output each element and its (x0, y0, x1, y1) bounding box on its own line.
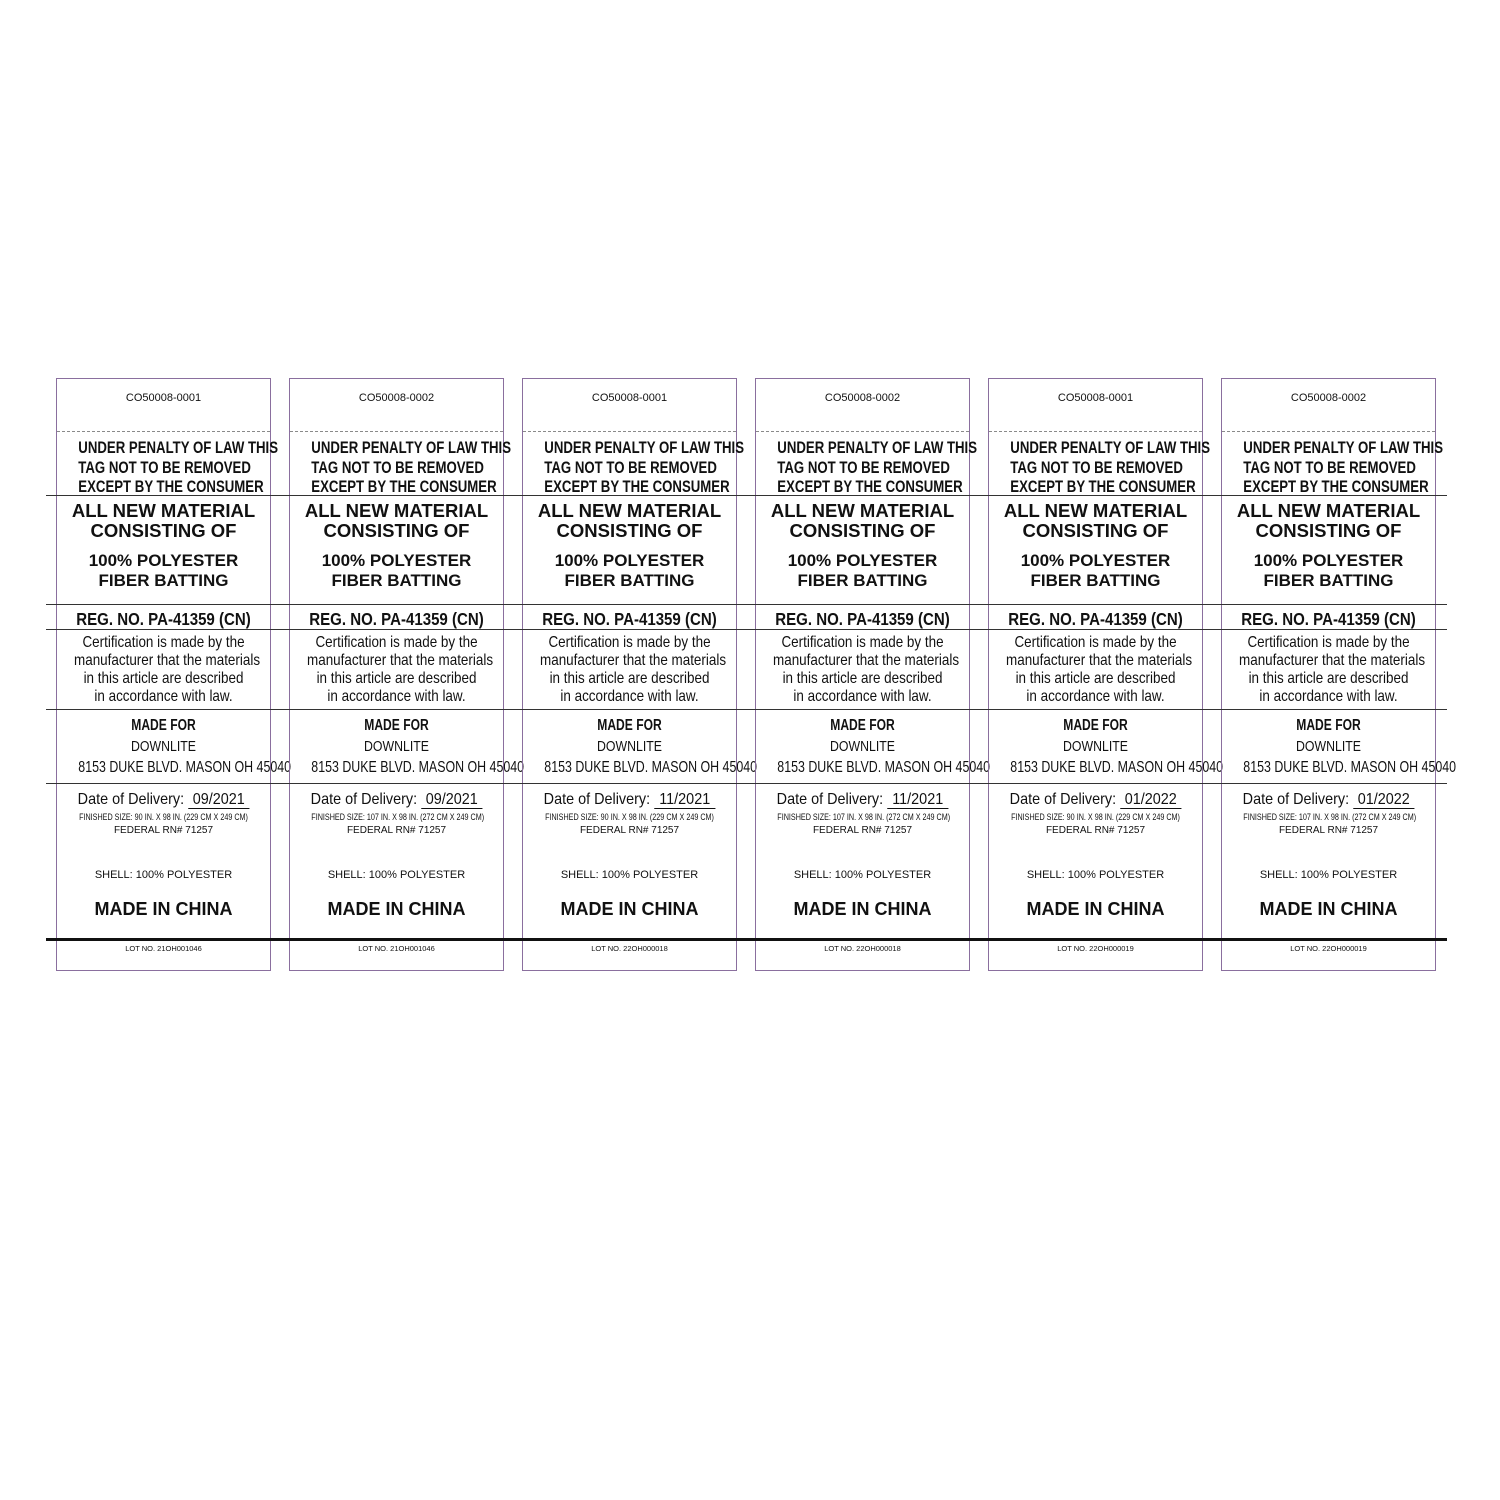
shell-content: SHELL: 100% POLYESTER (1026, 869, 1165, 881)
date-of-delivery: Date of Delivery: 11/2021 (534, 792, 726, 809)
shell-content: SHELL: 100% POLYESTER (1259, 869, 1398, 881)
delivery-date: 11/2021 (654, 792, 715, 809)
fiber-content: 100% POLYESTER FIBER BATTING (787, 551, 938, 590)
delivery-date: 09/2021 (421, 792, 482, 809)
finished-size: FINISHED SIZE: 90 IN. X 98 IN. (229 CM X 249 CM) (79, 812, 248, 822)
federal-rn: FEDERAL RN# 71257 (346, 825, 447, 836)
finished-size: FINISHED SIZE: 107 IN. X 98 IN. (272 CM X 249 CM) (311, 812, 485, 822)
registration-number: REG. NO. PA-41359 (CN) (542, 609, 717, 629)
registration-number: REG. NO. PA-41359 (CN) (76, 609, 251, 629)
lot-number: LOT NO. 22OH000018 (591, 944, 668, 953)
certification-text: Certification is made by the manufacturer that the materials in this article are described in accordance with law. (74, 634, 261, 705)
fiber-content: 100% POLYESTER FIBER BATTING (554, 551, 705, 590)
date-of-delivery: Date of Delivery: 11/2021 (767, 792, 959, 809)
penalty-warning: UNDER PENALTY OF LAW THIS TAG NOT TO BE REMOVED EXCEPT BY THE CONSUMER (1010, 439, 1211, 496)
registration-number: REG. NO. PA-41359 (CN) (775, 609, 950, 629)
lot-number: LOT NO. 21OH001046 (358, 944, 435, 953)
fiber-content: 100% POLYESTER FIBER BATTING (88, 551, 239, 590)
divider-line (46, 495, 1447, 496)
law-tag (56, 378, 292, 971)
tag-code: CO50008-0002 (1290, 392, 1367, 404)
shell-content: SHELL: 100% POLYESTER (327, 869, 466, 881)
tag-code: CO50008-0001 (125, 392, 202, 404)
certification-text: Certification is made by the manufacturer that the materials in this article are described in accordance with law. (1239, 634, 1426, 705)
material-heading: ALL NEW MATERIAL CONSISTING OF (1236, 500, 1421, 541)
registration-number: REG. NO. PA-41359 (CN) (1008, 609, 1183, 629)
company-address: 8153 DUKE BLVD. MASON OH 45040 (78, 759, 292, 776)
made-for-label: MADE FOR (597, 717, 662, 734)
registration-number: REG. NO. PA-41359 (CN) (1241, 609, 1416, 629)
finished-size: FINISHED SIZE: 90 IN. X 98 IN. (229 CM X 249 CM) (1011, 812, 1180, 822)
country-of-origin: MADE IN CHINA (94, 899, 233, 919)
company-name: DOWNLITE (1296, 738, 1361, 755)
company-address: 8153 DUKE BLVD. MASON OH 45040 (1243, 759, 1457, 776)
made-for-label: MADE FOR (1063, 717, 1128, 734)
lot-number: LOT NO. 22OH000019 (1057, 944, 1134, 953)
law-tag (1221, 378, 1457, 971)
date-of-delivery: Date of Delivery: 01/2022 (1233, 792, 1425, 809)
country-of-origin: MADE IN CHINA (1259, 899, 1398, 919)
delivery-date: 09/2021 (188, 792, 249, 809)
tag-code: CO50008-0002 (358, 392, 435, 404)
date-of-delivery: Date of Delivery: 09/2021 (301, 792, 493, 809)
country-of-origin: MADE IN CHINA (327, 899, 466, 919)
delivery-date: 11/2021 (887, 792, 948, 809)
company-address: 8153 DUKE BLVD. MASON OH 45040 (1010, 759, 1224, 776)
tag-code: CO50008-0002 (824, 392, 901, 404)
delivery-date: 01/2022 (1353, 792, 1414, 809)
perforation-line (523, 431, 736, 432)
certification-text: Certification is made by the manufacturer that the materials in this article are described in accordance with law. (773, 634, 960, 705)
lot-number: LOT NO. 22OH000019 (1290, 944, 1367, 953)
perforation-line (989, 431, 1202, 432)
shell-content: SHELL: 100% POLYESTER (94, 869, 233, 881)
federal-rn: FEDERAL RN# 71257 (1045, 825, 1146, 836)
divider-line (46, 629, 1447, 630)
divider-line (46, 604, 1447, 605)
delivery-date: 01/2022 (1120, 792, 1181, 809)
lot-number: LOT NO. 21OH001046 (125, 944, 202, 953)
divider-line (46, 938, 1447, 941)
penalty-warning: UNDER PENALTY OF LAW THIS TAG NOT TO BE REMOVED EXCEPT BY THE CONSUMER (311, 439, 512, 496)
perforation-line (57, 431, 270, 432)
law-tag (755, 378, 991, 971)
company-name: DOWNLITE (1063, 738, 1128, 755)
material-heading: ALL NEW MATERIAL CONSISTING OF (537, 500, 722, 541)
federal-rn: FEDERAL RN# 71257 (812, 825, 913, 836)
tag-code: CO50008-0001 (591, 392, 668, 404)
company-address: 8153 DUKE BLVD. MASON OH 45040 (311, 759, 525, 776)
date-of-delivery: Date of Delivery: 09/2021 (68, 792, 260, 809)
penalty-warning: UNDER PENALTY OF LAW THIS TAG NOT TO BE REMOVED EXCEPT BY THE CONSUMER (777, 439, 978, 496)
made-for-label: MADE FOR (830, 717, 895, 734)
perforation-line (756, 431, 969, 432)
country-of-origin: MADE IN CHINA (1026, 899, 1165, 919)
finished-size: FINISHED SIZE: 90 IN. X 98 IN. (229 CM X 249 CM) (545, 812, 714, 822)
penalty-warning: UNDER PENALTY OF LAW THIS TAG NOT TO BE REMOVED EXCEPT BY THE CONSUMER (78, 439, 279, 496)
law-tag (522, 378, 758, 971)
country-of-origin: MADE IN CHINA (560, 899, 699, 919)
law-tag (289, 378, 525, 971)
lot-number: LOT NO. 22OH000018 (824, 944, 901, 953)
divider-line (46, 709, 1447, 710)
material-heading: ALL NEW MATERIAL CONSISTING OF (304, 500, 489, 541)
certification-text: Certification is made by the manufacturer that the materials in this article are described in accordance with law. (540, 634, 727, 705)
registration-number: REG. NO. PA-41359 (CN) (309, 609, 484, 629)
company-name: DOWNLITE (364, 738, 429, 755)
federal-rn: FEDERAL RN# 71257 (1278, 825, 1379, 836)
finished-size: FINISHED SIZE: 107 IN. X 98 IN. (272 CM X 249 CM) (777, 812, 951, 822)
perforation-line (290, 431, 503, 432)
finished-size: FINISHED SIZE: 107 IN. X 98 IN. (272 CM X 249 CM) (1243, 812, 1417, 822)
fiber-content: 100% POLYESTER FIBER BATTING (321, 551, 472, 590)
date-of-delivery: Date of Delivery: 01/2022 (1000, 792, 1192, 809)
certification-text: Certification is made by the manufacturer that the materials in this article are described in accordance with law. (1006, 634, 1193, 705)
shell-content: SHELL: 100% POLYESTER (793, 869, 932, 881)
fiber-content: 100% POLYESTER FIBER BATTING (1253, 551, 1404, 590)
penalty-warning: UNDER PENALTY OF LAW THIS TAG NOT TO BE REMOVED EXCEPT BY THE CONSUMER (544, 439, 745, 496)
law-tag (988, 378, 1224, 971)
penalty-warning: UNDER PENALTY OF LAW THIS TAG NOT TO BE REMOVED EXCEPT BY THE CONSUMER (1243, 439, 1444, 496)
divider-line (46, 783, 1447, 784)
shell-content: SHELL: 100% POLYESTER (560, 869, 699, 881)
company-name: DOWNLITE (830, 738, 895, 755)
company-name: DOWNLITE (131, 738, 196, 755)
company-address: 8153 DUKE BLVD. MASON OH 45040 (777, 759, 991, 776)
material-heading: ALL NEW MATERIAL CONSISTING OF (770, 500, 955, 541)
federal-rn: FEDERAL RN# 71257 (113, 825, 214, 836)
made-for-label: MADE FOR (1296, 717, 1361, 734)
perforation-line (1222, 431, 1435, 432)
federal-rn: FEDERAL RN# 71257 (579, 825, 680, 836)
company-name: DOWNLITE (597, 738, 662, 755)
fiber-content: 100% POLYESTER FIBER BATTING (1020, 551, 1171, 590)
made-for-label: MADE FOR (364, 717, 429, 734)
made-for-label: MADE FOR (131, 717, 196, 734)
material-heading: ALL NEW MATERIAL CONSISTING OF (1003, 500, 1188, 541)
country-of-origin: MADE IN CHINA (793, 899, 932, 919)
certification-text: Certification is made by the manufacturer that the materials in this article are described in accordance with law. (307, 634, 494, 705)
company-address: 8153 DUKE BLVD. MASON OH 45040 (544, 759, 758, 776)
tag-code: CO50008-0001 (1057, 392, 1134, 404)
material-heading: ALL NEW MATERIAL CONSISTING OF (71, 500, 256, 541)
